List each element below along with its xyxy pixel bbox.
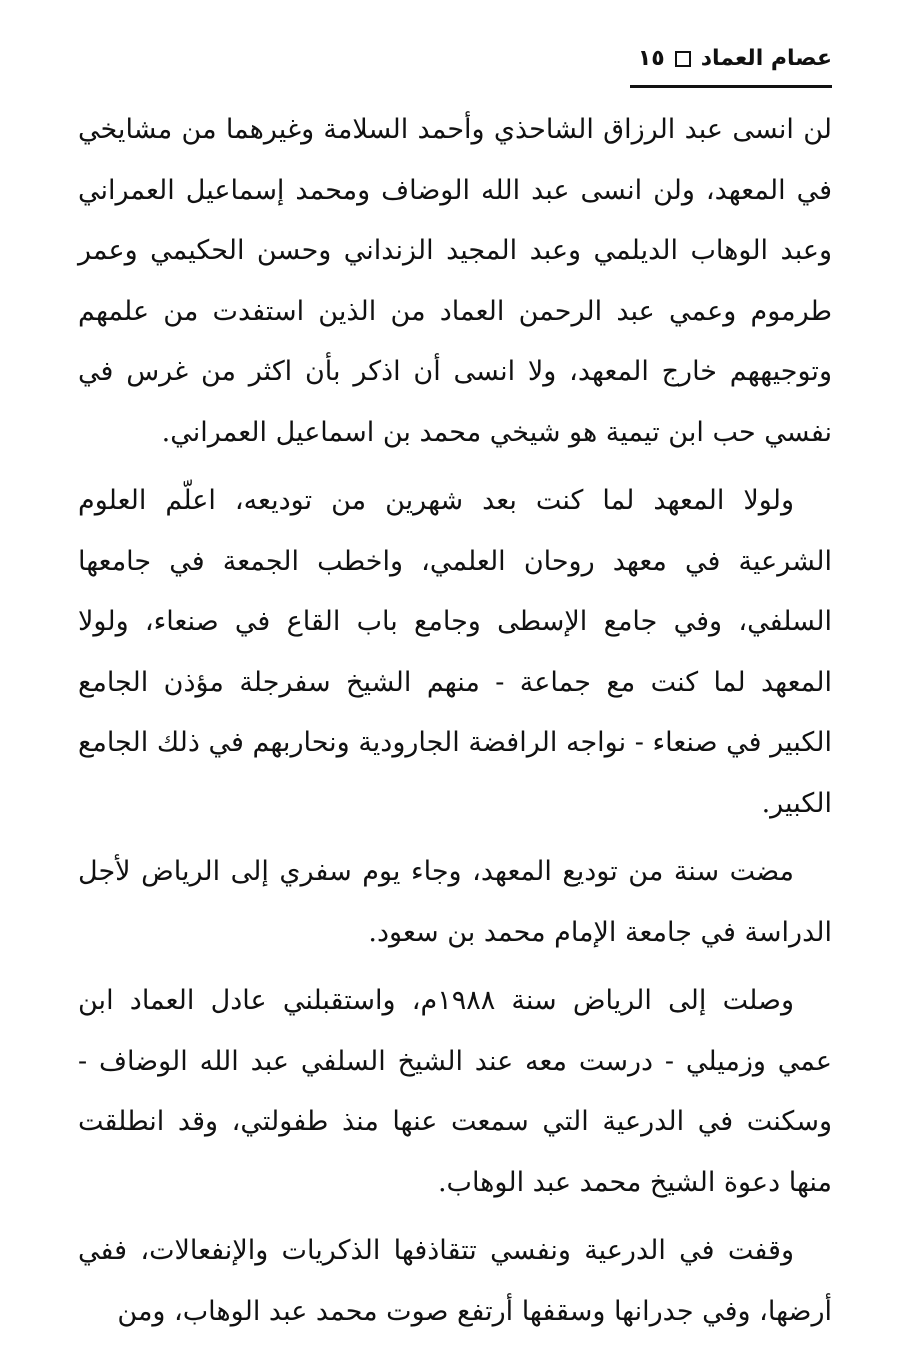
paragraph-2: ولولا المعهد لما كنت بعد شهرين من توديعه، اعلّم العلوم الشرعية في معهد روحان العلمي، واخطب الجمعة في جامعها السلفي، وفي جامع الإسطى وجامع باب القاع في صنعاء، ولولا المعهد لما كنت مع جماعة - منهم الشيخ سفرجلة مؤذن الجامع الكبير في صنعاء - نواجه الرافضة الجارودية ونحاربهم في ذلك الجامع الكبير. <box>78 485 832 819</box>
square-ornament-icon <box>675 51 691 67</box>
paragraph-4: وصلت إلى الرياض سنة ١٩٨٨م، واستقبلني عادل العماد ابن عمي وزميلي - درست معه عند الشيخ السلفي عبد الله الوضاف - وسكنت في الدرعية التي سمعت عنها منذ طفولتي، وقد انطلقت منها دعوة الشيخ محمد عبد الوهاب. <box>78 985 832 1198</box>
paragraph-3: مضت سنة من توديع المعهد، وجاء يوم سفري إلى الرياض لأجل الدراسة في جامعة الإمام محمد بن سعود. <box>78 856 832 948</box>
paragraph-1: لن انسى عبد الرزاق الشاحذي وأحمد السلامة وغيرهما من مشايخي في المعهد، ولن انسى عبد الله الوضاف ومحمد إسماعيل العمراني وعبد الوهاب الديلمي وعبد المجيد الزنداني وحسن الحكيمي وعمر طرموم وعمي عبد الرحمن العماد من الذين استفدت من علمهم وتوجيههم خارج المعهد، ولا انسى أن اذكر بأن اكثر من غرس في نفسي حب ابن تيمية هو شيخي محمد بن اسماعيل العمراني. <box>78 114 832 448</box>
header-title: عصام العماد <box>700 46 832 71</box>
book-page <box>78 30 832 1330</box>
paragraph-5: وقفت في الدرعية ونفسي تتقاذفها الذكريات والإنفعالات، ففي أرضها، وفي جدرانها وسقفها أرتفع صوت محمد عبد الوهاب، ومن <box>78 1235 832 1327</box>
page-body <box>78 100 832 1350</box>
running-header <box>638 44 832 74</box>
page-number: ١٥ <box>637 46 665 71</box>
header-rule <box>630 85 832 88</box>
